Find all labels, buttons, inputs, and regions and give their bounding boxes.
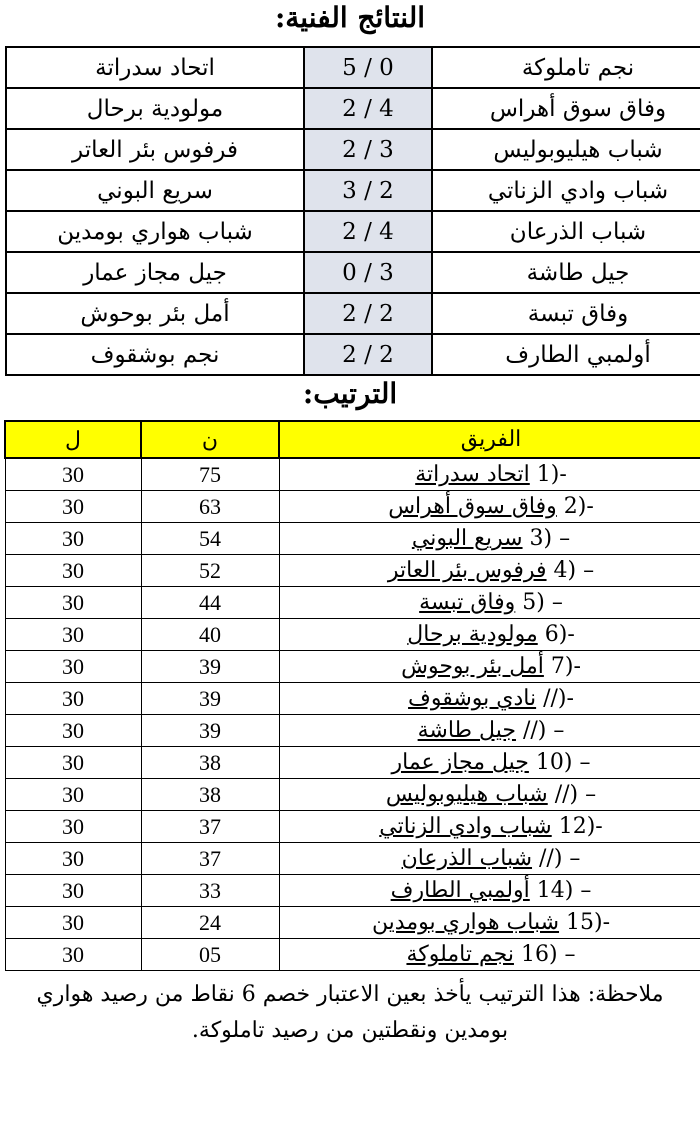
- standings-row: [5, 458, 700, 491]
- standings-team-cell: [279, 587, 700, 619]
- result-away-team: فرفوس بئر العاتر: [6, 129, 304, 170]
- standings-rank: 3) –: [529, 526, 571, 551]
- standings-header-row: [5, 421, 700, 458]
- standings-points: 24: [141, 907, 279, 939]
- standings-row: [5, 747, 700, 779]
- standings-played: 30: [5, 811, 141, 843]
- standings-team-cell: [279, 811, 700, 843]
- result-score: 2 / 3: [304, 129, 432, 170]
- standings-played: 30: [5, 907, 141, 939]
- standings-points: 44: [141, 587, 279, 619]
- result-score: 3 / 2: [304, 170, 432, 211]
- result-away-team: مولودية برحال: [6, 88, 304, 129]
- result-row: [6, 252, 700, 293]
- standings-team-cell: [279, 683, 700, 715]
- result-row: [6, 129, 700, 170]
- standings-played: 30: [5, 843, 141, 875]
- standings-played: 30: [5, 523, 141, 555]
- standings-points: 54: [141, 523, 279, 555]
- header-points: ن: [141, 421, 279, 458]
- standings-points: 75: [141, 458, 279, 491]
- result-home-team: وفاق تبسة: [432, 293, 700, 334]
- result-home-team: شباب وادي الزناتي: [432, 170, 700, 211]
- result-score: 0 / 3: [304, 252, 432, 293]
- standings-row: [5, 683, 700, 715]
- standings-played: 30: [5, 491, 141, 523]
- standings-team-cell: [279, 458, 700, 491]
- result-home-team: جيل طاشة: [432, 252, 700, 293]
- standings-team-cell: [279, 779, 700, 811]
- standings-team-cell: [279, 523, 700, 555]
- result-score: 2 / 2: [304, 293, 432, 334]
- standings-played: 30: [5, 555, 141, 587]
- standings-team-cell: [279, 651, 700, 683]
- result-row: [6, 211, 700, 252]
- standings-table: [4, 420, 700, 971]
- standings-row: [5, 587, 700, 619]
- standings-team-cell: [279, 907, 700, 939]
- standings-row: [5, 555, 700, 587]
- result-score: 5 / 0: [304, 47, 432, 88]
- standings-team-name: فرفوس بئر العاتر: [387, 558, 547, 583]
- result-away-team: نجم بوشقوف: [6, 334, 304, 375]
- result-score: 2 / 2: [304, 334, 432, 375]
- result-away-team: اتحاد سدراتة: [6, 47, 304, 88]
- result-home-team: نجم تاملوكة: [432, 47, 700, 88]
- standings-rank: //) –: [539, 846, 581, 871]
- standings-rank: 6)-: [544, 622, 575, 647]
- standings-title: الترتيب:: [302, 377, 398, 410]
- result-row: [6, 88, 700, 129]
- standings-points: 39: [141, 715, 279, 747]
- result-home-team: شباب هيليوبوليس: [432, 129, 700, 170]
- results-table: [5, 46, 700, 376]
- standings-rank: //)-: [543, 686, 574, 711]
- standings-row: [5, 491, 700, 523]
- standings-rank: 1)-: [536, 462, 567, 487]
- standings-rank: 15)-: [566, 910, 611, 935]
- standings-points: 37: [141, 843, 279, 875]
- standings-row: [5, 939, 700, 971]
- standings-points: 39: [141, 683, 279, 715]
- standings-rank: 12)-: [558, 814, 603, 839]
- standings-row: [5, 619, 700, 651]
- results-title: النتائج الفنية:: [274, 1, 426, 34]
- standings-team-cell: [279, 875, 700, 907]
- standings-team-cell: [279, 491, 700, 523]
- standings-row: [5, 523, 700, 555]
- standings-rank: 4) –: [553, 558, 595, 583]
- standings-team-name: شباب هيليوبوليس: [385, 782, 548, 807]
- standings-rank: 14) –: [536, 878, 592, 903]
- standings-rank: //) –: [522, 718, 565, 743]
- standings-row: [5, 907, 700, 939]
- standings-points: 63: [141, 491, 279, 523]
- standings-team-cell: [279, 939, 700, 971]
- standings-points: 39: [141, 651, 279, 683]
- standings-team-name: سريع البوني: [411, 526, 523, 551]
- result-away-team: أمل بئر بوحوش: [6, 293, 304, 334]
- result-row: [6, 47, 700, 88]
- standings-team-name: نادي بوشقوف: [408, 686, 537, 711]
- standings-played: 30: [5, 651, 141, 683]
- standings-rank: 16) –: [520, 942, 576, 967]
- standings-row: [5, 651, 700, 683]
- standings-played: 30: [5, 747, 141, 779]
- standings-played: 30: [5, 715, 141, 747]
- standings-team-name: أولمبي الطارف: [390, 878, 530, 903]
- standings-team-name: وفاق تبسة: [419, 590, 516, 615]
- result-away-team: شباب هواري بومدين: [6, 211, 304, 252]
- result-away-team: جيل مجاز عمار: [6, 252, 304, 293]
- standings-team-cell: [279, 843, 700, 875]
- standings-points: 38: [141, 747, 279, 779]
- result-row: [6, 170, 700, 211]
- standings-team-name: وفاق سوق أهراس: [388, 494, 557, 519]
- standings-row: [5, 843, 700, 875]
- standings-points: 33: [141, 875, 279, 907]
- standings-played: 30: [5, 587, 141, 619]
- standings-team-name: نجم تاملوكة: [406, 942, 514, 967]
- standings-rank: 5) –: [522, 590, 563, 615]
- result-home-team: أولمبي الطارف: [432, 334, 700, 375]
- standings-played: 30: [5, 939, 141, 971]
- standings-team-name: اتحاد سدراتة: [415, 462, 530, 487]
- header-played: ل: [5, 421, 141, 458]
- standings-played: 30: [5, 619, 141, 651]
- standings-points: 05: [141, 939, 279, 971]
- standings-played: 30: [5, 683, 141, 715]
- standings-row: [5, 715, 700, 747]
- standings-team-name: أمل بئر بوحوش: [401, 654, 544, 679]
- standings-team-name: جيل طاشة: [417, 718, 516, 743]
- standings-points: 37: [141, 811, 279, 843]
- standings-team-name: شباب الذرعان: [401, 846, 533, 871]
- standings-team-cell: [279, 715, 700, 747]
- header-team: الفريق: [279, 421, 700, 458]
- standings-rank: 10) –: [535, 750, 591, 775]
- result-row: [6, 334, 700, 375]
- standings-team-name: مولودية برحال: [407, 622, 538, 647]
- standings-row: [5, 779, 700, 811]
- standings-team-cell: [279, 555, 700, 587]
- standings-played: 30: [5, 779, 141, 811]
- standings-rank: 7)-: [550, 654, 581, 679]
- result-home-team: وفاق سوق أهراس: [432, 88, 700, 129]
- standings-points: 40: [141, 619, 279, 651]
- standings-team-cell: [279, 747, 700, 779]
- standings-row: [5, 811, 700, 843]
- standings-played: 30: [5, 458, 141, 491]
- standings-row: [5, 875, 700, 907]
- standings-rank: //) –: [554, 782, 597, 807]
- standings-team-name: شباب وادي الزناتي: [379, 814, 552, 839]
- result-score: 2 / 4: [304, 211, 432, 252]
- standings-team-name: شباب هواري بومدين: [371, 910, 560, 935]
- result-row: [6, 293, 700, 334]
- standings-team-cell: [279, 619, 700, 651]
- standings-team-name: جيل مجاز عمار: [391, 750, 529, 775]
- result-home-team: شباب الذرعان: [432, 211, 700, 252]
- standings-played: 30: [5, 875, 141, 907]
- standings-points: 52: [141, 555, 279, 587]
- standings-note: ملاحظة: هذا الترتيب يأخذ بعين الاعتبار خصم 6 نقاط من رصيد هواري بومدين ونقطتين من رصيد تاملوكة.: [36, 982, 664, 1043]
- standings-rank: 2)-: [563, 494, 594, 519]
- standings-points: 38: [141, 779, 279, 811]
- result-score: 2 / 4: [304, 88, 432, 129]
- result-away-team: سريع البوني: [6, 170, 304, 211]
